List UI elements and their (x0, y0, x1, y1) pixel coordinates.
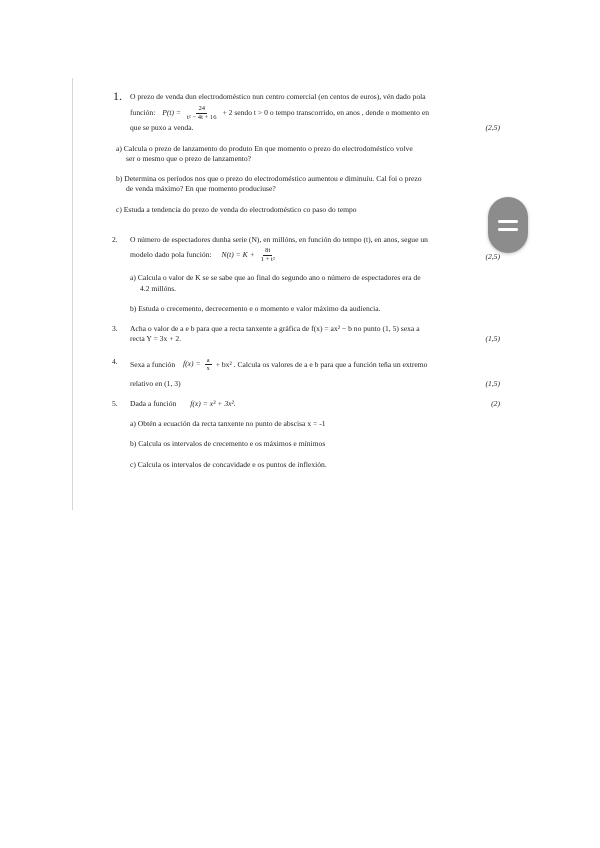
subquestion-a: a) Calcula o prezo de lanzamento do produto En que momento o prezo do electrodoméstico volve (116, 143, 413, 153)
fraction-numerator: 24 (198, 105, 206, 113)
question-4 (112, 356, 500, 389)
menu-lines-icon[interactable] (488, 197, 528, 253)
formula-lhs: N(t) = K + (221, 249, 255, 259)
question-points: (2,5) (485, 123, 500, 133)
formula-line (130, 247, 500, 263)
fraction-denominator: t² − 4t + 16 (186, 113, 217, 121)
formula-tail: + 2 sendo t > 0 o tempo transcorrido, en anos , dende o momento en (222, 108, 430, 118)
subquestion-b-cont: de venda máximo? En que momento produciuse? (126, 184, 276, 194)
question-points: (2,5) (485, 252, 500, 262)
question-points: (1,5) (485, 334, 500, 344)
fraction-denominator: 1 + t² (260, 255, 275, 263)
question-text: O prezo de venda dun electrodoméstico nun centro comercial (en centos de euros), vén dado pola (130, 92, 426, 101)
question-text: O número de espectadores dunha serie (N), en millóns, en función do tempo (t), en anos, segue un (130, 234, 428, 244)
subquestion-b: b) Estuda o crecemento, decrecemento e o momento e valor máximo da audiencia. (130, 303, 381, 313)
page-margin-line (72, 78, 73, 510)
formula-label: modelo dado pola función: (130, 249, 212, 259)
subquestion-a: a) Obtén a ecuación da recta tanxente no punto de abscisa x = -1 (130, 419, 326, 429)
question-text: que se puxo a venda. (130, 123, 194, 133)
subquestion-c: c) Estuda a tendencia do prezo de venda do electrodoméstico co paso do tempo (116, 204, 357, 214)
subquestion-a: a) Calcula o valor de K se se sabe que ao final do segundo ano o número de espectadores era de (130, 273, 421, 283)
formula-lhs: P(t) = (162, 108, 182, 118)
question-1 (113, 89, 500, 215)
formula-line (130, 399, 500, 409)
question-text: recta Y = 3x + 2. (130, 334, 182, 344)
formula-tail: + bx² . Calcula os valores de a e b para que a función teña un extremo (215, 359, 428, 369)
formula-fraction (259, 247, 277, 263)
question-2 (112, 234, 500, 314)
fraction-numerator: 8t (265, 247, 271, 255)
formula-lhs: f(x) = (183, 359, 201, 369)
subquestion-a-cont: 4.2 millóns. (140, 283, 177, 293)
menu-line (498, 220, 518, 223)
question-number: 4. (112, 356, 118, 366)
formula-label: Dada a función (130, 398, 177, 408)
question-5 (112, 398, 500, 470)
formula-fraction (205, 357, 212, 373)
formula-fraction (185, 105, 219, 121)
formula-line (130, 105, 500, 121)
fraction-numerator: a (206, 356, 210, 364)
subquestion-c: c) Calcula os intervalos de concavidade e os puntos de inflexión. (130, 459, 327, 469)
question-number: 5. (112, 398, 118, 408)
subquestion-b: b) Calcula os intervalos de crecemento e os máximos e mínimos (130, 439, 326, 449)
formula-line (130, 357, 500, 373)
formula-label: Sexa a función (130, 359, 176, 369)
exam-document (112, 89, 500, 470)
menu-line (498, 228, 518, 231)
question-3 (112, 324, 500, 345)
question-number: 3. (112, 324, 118, 334)
fraction-denominator: x (206, 365, 210, 373)
question-text: Acha o valor de a e b para que a recta tanxente a gráfica de f(x) = ax² − b no punto (1, 5) sexa a (130, 324, 420, 334)
question-points: (2) (491, 398, 500, 408)
question-number: 1. (113, 89, 122, 103)
formula: f(x) = x³ + 3x². (190, 398, 236, 408)
subquestion-b: b) Determina os períodos nos que o prezo do electrodoméstico aumentou e diminuíu. Cal foi o prezo (116, 174, 422, 184)
formula-label: función: (130, 108, 156, 118)
subquestion-a-cont: ser o mesmo que o prezo de lanzamento? (126, 153, 252, 163)
question-text: relativo en (1, 3) (130, 378, 181, 388)
question-number: 2. (112, 234, 118, 244)
question-points: (1,5) (485, 378, 500, 388)
